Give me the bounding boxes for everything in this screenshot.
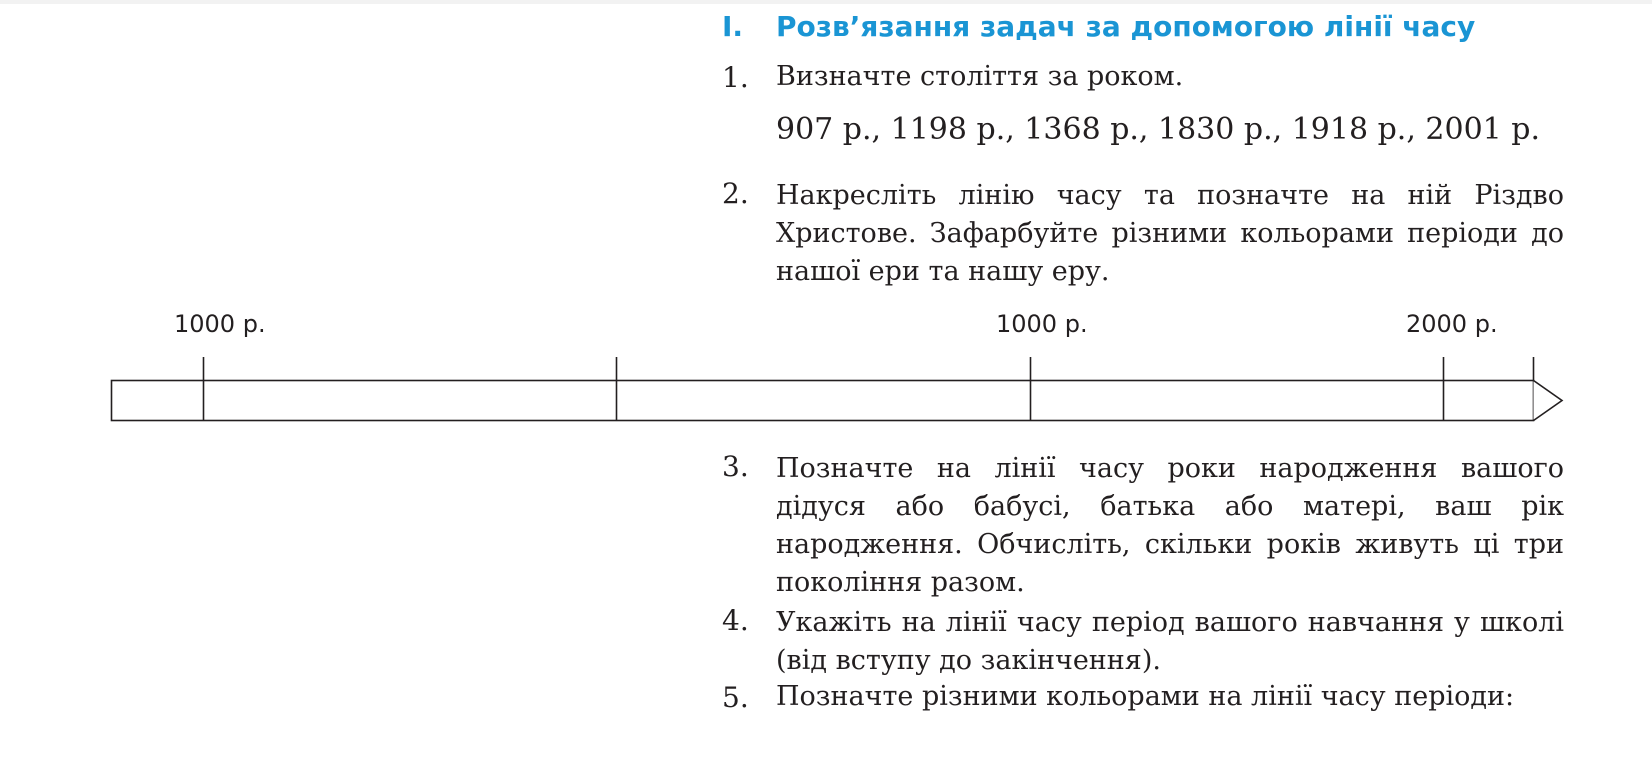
top-edge-shade (0, 0, 1652, 4)
timeline-bar (112, 381, 1534, 421)
timeline-label-2: 1000 р. (996, 310, 1088, 338)
timeline-label-1: 1000 р. (174, 310, 266, 338)
task-4-number: 4. (722, 604, 749, 637)
timeline-diagram (0, 340, 1652, 430)
task-1-number: 1. (722, 61, 749, 94)
timeline-label-3: 2000 р. (1406, 310, 1498, 338)
task-2-number: 2. (722, 177, 749, 210)
task-2-text: Накресліть лінію часу та позначте на ній Різдво Христове. Зафарбуйте різними кольорами періоди до нашої ери та нашу еру. (776, 180, 1564, 287)
section-title: Розв’язання задач за допомогою лінії часу (776, 10, 1476, 43)
task-1-years: 907 р., 1198 р., 1368 р., 1830 р., 1918 р., 2001 р. (776, 112, 1541, 147)
task-5-text: Позначте різними кольорами на лінії часу періоди: (776, 681, 1515, 712)
task-1-text: Визначте століття за роком. (776, 61, 1184, 92)
section-number: I. (722, 10, 744, 43)
task-3-number: 3. (722, 450, 749, 483)
timeline-arrow-icon (1534, 381, 1563, 421)
task-3-text: Позначте на лінії часу роки народження вашого дідуся або бабусі, батька або матері, ваш рік народження. Обчисліть, скільки років живуть ці три покоління разом. (776, 453, 1564, 598)
task-5-number: 5. (722, 681, 749, 714)
task-4-text: Укажіть на лінії часу період вашого навчання у школі (від вступу до закінчення). (776, 607, 1564, 676)
